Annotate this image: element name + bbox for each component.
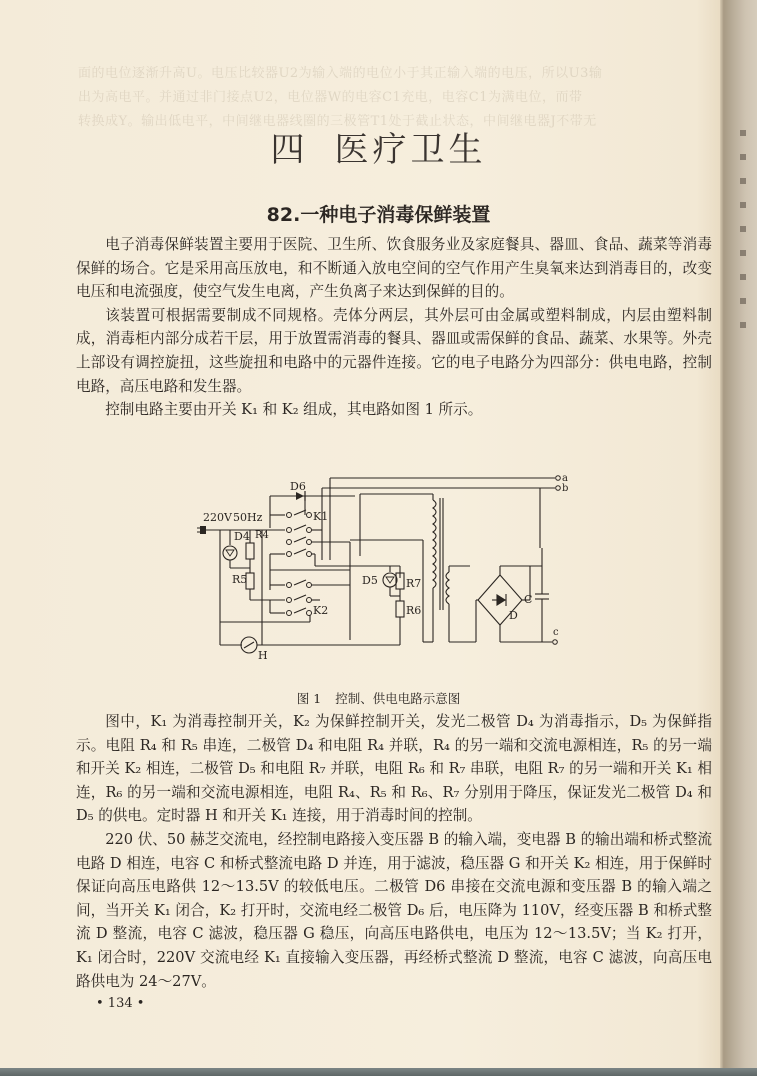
figure-caption [0,689,757,707]
label-r6: R6 [406,604,422,617]
paragraph: 电子消毒保鲜装置主要用于医院、卫生所、饮食服务业及家庭餐具、器皿、食品、蔬菜等消毒保鲜的场合。它是采用高压放电，和不断通入放电空间的空气作用产生臭氧来达到消毒目的，改变电压和电流强度，使空气发生电离，产生负离子来达到保鲜的目的。 [76,236,712,301]
label-frequency: 50Hz [233,511,263,524]
paragraph: 图中，K₁ 为消毒控制开关，K₂ 为保鲜控制开关，发光二极管 D₄ 为消毒指示，D₅ 为保鲜指示。电阻 R₄ 和 R₅ 串连，二极管 D₄ 和电阻 R₄ 并联，R₄ 的另一端和交流电源相连，R₅ 的另一端和开关 K₂ 相连，二极管 D₅ 和电阻 R₇ 并联，电阻 R₆ 和 R₇ 串联，电阻 R₇ 的另一端和开关 K₁ 相连，R₆ 的另一端和交流电源相连，电阻 R₄、R₅ 和 R₆、R₇ 分别用于降压，保证发光二极管 D₄ 和 D₅ 的供电。定时器 H 和开关 K₁ 连接，用于消毒时间的控制。 [76,713,712,825]
label-d4: D4 [234,530,250,543]
page-number: • 134 • [96,996,145,1011]
label-out-b: b [562,483,569,494]
label-d5: D5 [362,574,378,587]
label-k2: K2 [313,604,329,617]
section-heading [0,200,757,227]
label-voltage: 220V [203,511,232,524]
chapter-heading [0,122,757,171]
circuit-diagram [190,470,590,670]
label-r4: R4 [255,530,269,541]
bleed-through-line: 出为高电平。并通过非门接点U2，电位器W的电容C1充电，电容C1为满电位，而带 [78,90,583,105]
label-h: H [258,649,268,662]
label-k1: K1 [313,510,329,523]
chapter-number: 四 [270,130,309,170]
body-text-after-figure [76,710,712,993]
paragraph: 该装置可根据需要制成不同规格。壳体分两层，其外层可由金属或塑料制成，内层由塑料制成，消毒柜内部分成若干层，用于放置需消毒的餐具、器皿或需保鲜的食品、蔬菜、水果等。外壳上部设有调控旋扭，这些旋扭和电路中的元器件连接。它的电子电路分为四部分：供电电路，控制电路，高压电路和发生器。 [76,306,712,395]
chapter-title: 医疗卫生 [334,130,487,170]
label-r7: R7 [406,577,422,590]
label-out-a: a [562,473,568,484]
label-c: C [524,593,533,606]
body-text-intro [76,233,712,422]
figure-number: 图 1 [296,691,322,706]
label-d: D [509,609,518,622]
section-title: 一种电子消毒保鲜装置 [300,204,491,226]
label-out-c: c [553,627,559,638]
figure-title: 控制、供电电路示意图 [335,691,461,706]
scanner-bottom-strip [0,1068,757,1076]
paragraph: 220 伏、50 赫芝交流电，经控制电路接入变压器 B 的输入端，变电器 B 的输出端和桥式整流电路 D 相连，电容 C 和桥式整流电路 D 并连，用于滤波，稳压器 G 和开关 K₂ 相连，用于保鲜时保证向高压电路供 12～13.5V 的较低电压。二极管 D6 串接在交流电源和变压器 B 的输入端之间，当开关 K₁ 闭合，K₂ 打开时，交流电经二极管 D₆ 后，电压降为 110V，经变压器 B 和桥式整流 D 整流，电容 C 滤波，稳压器 G 稳压，向高压电路供电，电压为 12～13.5V；当 K₂ 打开，K₁ 闭合时，220V 交流电经 K₁ 直接输入变压器，再经桥式整流 D 整流，电容 C 滤波，向高压电路供电为 24～27V。 [76,830,712,990]
label-d6: D6 [290,480,306,493]
bleed-through-line: 面的电位逐渐升高U。电压比较器U2为输入端的电位小于其正输入端的电压，所以U3输 [78,66,603,81]
bleed-through-line: 转换成Y。输出低电平，中间继电器线圈的三极管T1处于截止状态，中间继电器J不带无 [78,114,597,129]
paragraph: 控制电路主要由开关 K₁ 和 K₂ 组成，其电路如图 1 所示。 [105,401,483,419]
label-r5: R5 [232,573,248,586]
section-number: 82. [266,204,301,226]
